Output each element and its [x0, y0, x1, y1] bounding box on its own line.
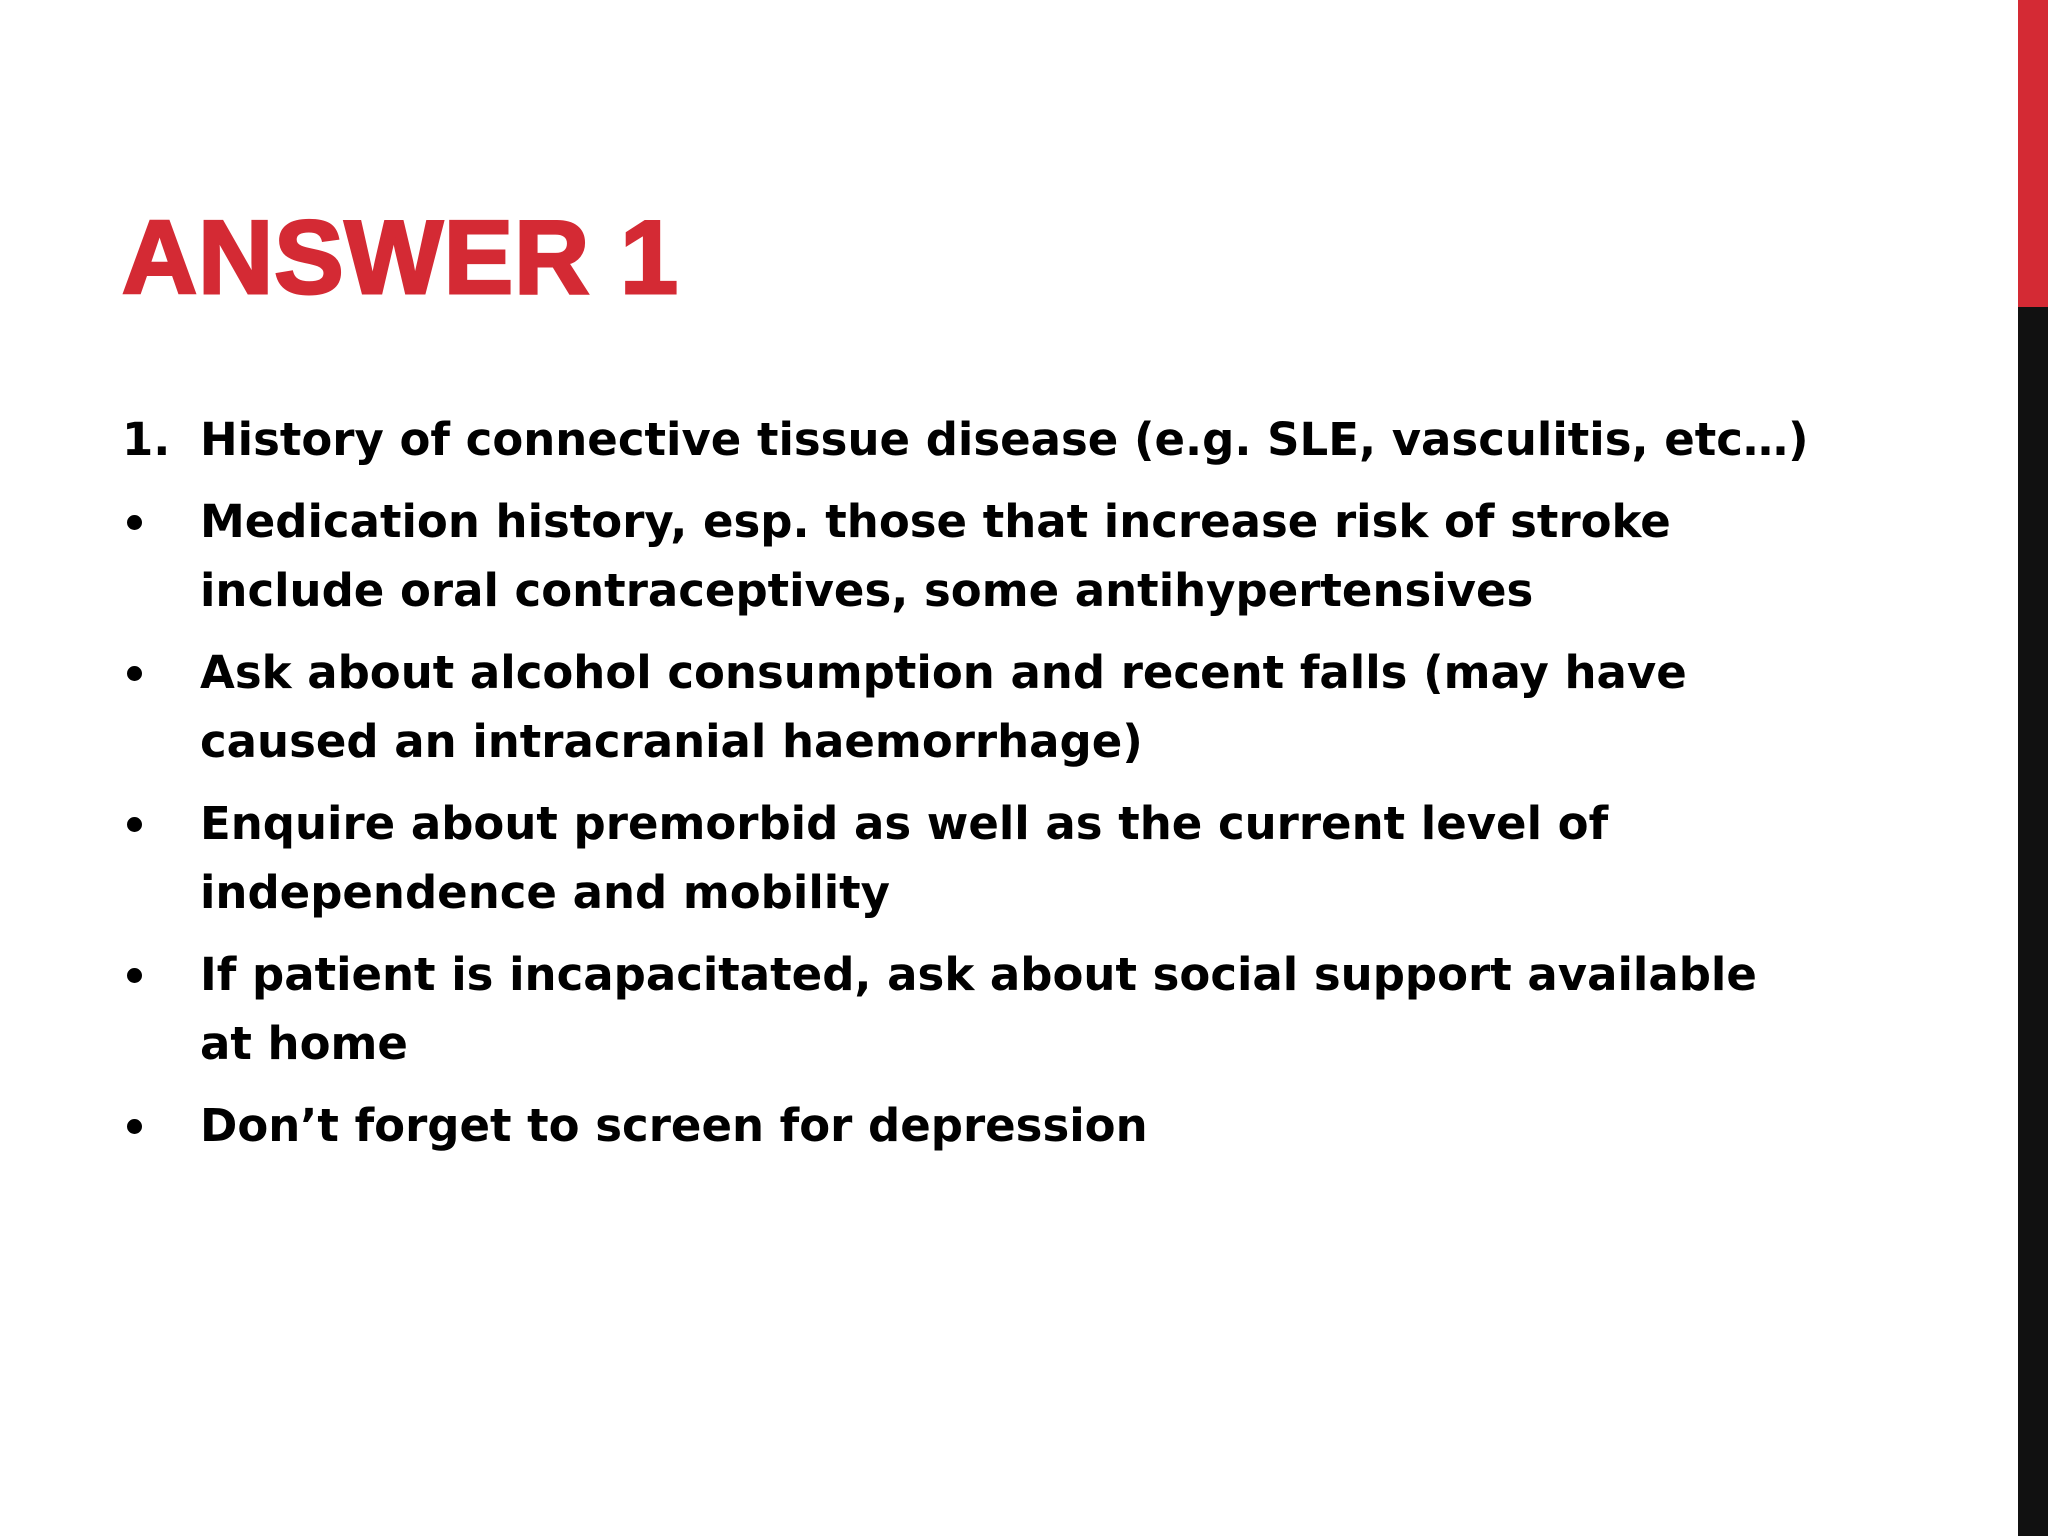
- answer-list: [122, 405, 1822, 1173]
- list-item-text: If patient is incapacitated, ask about social support available at home: [200, 948, 1757, 1070]
- list-item-text: History of connective tissue disease (e.g. SLE, vasculitis, etc…): [200, 413, 1809, 466]
- bullet-icon: [127, 515, 142, 530]
- accent-bar-dark: [2018, 307, 2048, 1536]
- list-number: 1.: [122, 413, 171, 466]
- bullet-icon: [127, 666, 142, 681]
- list-item-text: Ask about alcohol consumption and recent falls (may have caused an intracranial haemorrhage): [200, 646, 1687, 768]
- list-item-text: Enquire about premorbid as well as the current level of independence and mobility: [200, 797, 1609, 919]
- list-item-5: [122, 940, 1822, 1078]
- list-item-1: [122, 405, 1822, 474]
- list-item-text: Don’t forget to screen for depression: [200, 1099, 1148, 1152]
- list-item-2: [122, 487, 1822, 625]
- bullet-icon: [127, 1119, 142, 1134]
- accent-bar-red: [2018, 0, 2048, 307]
- list-item-4: [122, 789, 1822, 927]
- list-item-text: Medication history, esp. those that increase risk of stroke include oral contraceptives, some antihypertensives: [200, 495, 1671, 617]
- bullet-icon: [127, 968, 142, 983]
- bullet-icon: [127, 817, 142, 832]
- slide-title: ANSWER 1: [122, 200, 679, 316]
- list-item-6: [122, 1091, 1822, 1160]
- list-item-3: [122, 638, 1822, 776]
